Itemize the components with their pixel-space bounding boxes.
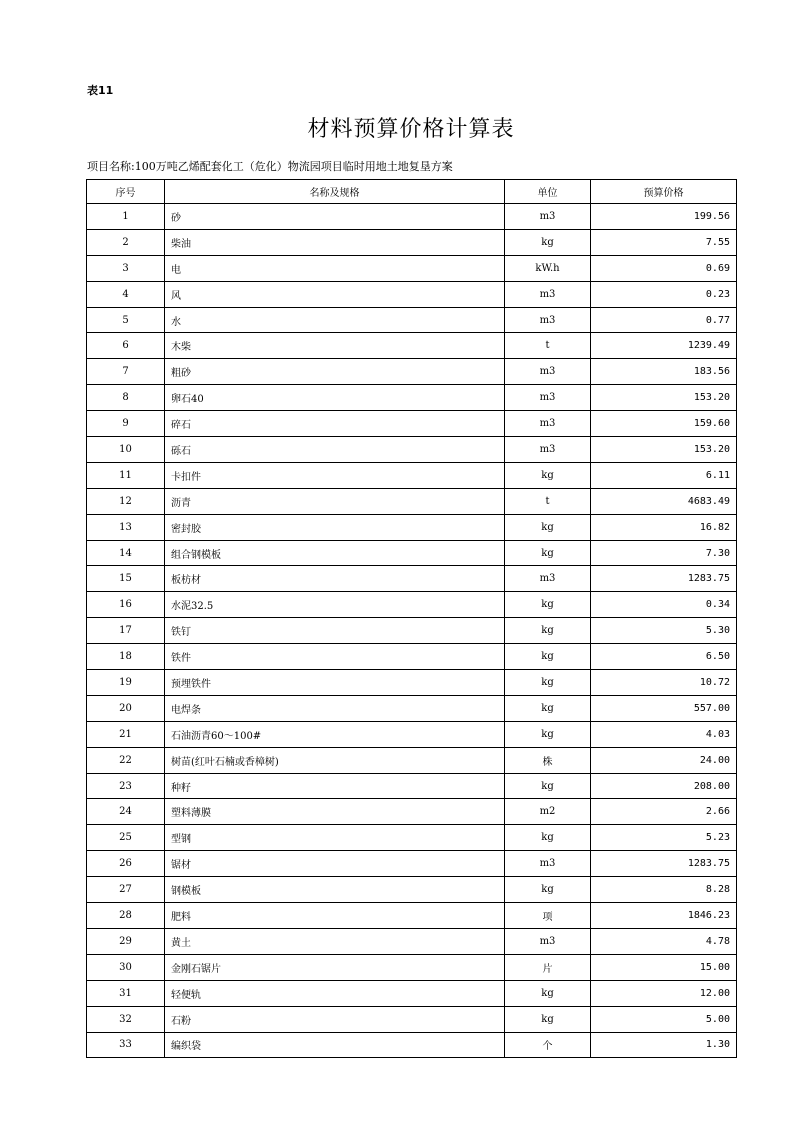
table-row <box>87 825 737 851</box>
budget-price: 0.77 <box>591 307 737 333</box>
budget-price: 2.66 <box>591 799 737 825</box>
material-name: 金刚石锯片 <box>165 954 505 980</box>
unit: kg <box>505 825 591 851</box>
row-number: 29 <box>87 928 165 954</box>
unit: 片 <box>505 954 591 980</box>
material-name: 柴油 <box>165 229 505 255</box>
material-name: 砾石 <box>165 437 505 463</box>
material-name: 卡扣件 <box>165 462 505 488</box>
table-row <box>87 644 737 670</box>
material-name: 黄土 <box>165 928 505 954</box>
material-name: 风 <box>165 281 505 307</box>
table-row <box>87 281 737 307</box>
unit: m3 <box>505 204 591 230</box>
unit: kW.h <box>505 255 591 281</box>
material-name: 树苗(红叶石楠或香樟树) <box>165 747 505 773</box>
material-price-table <box>86 179 737 1058</box>
row-number: 5 <box>87 307 165 333</box>
budget-price: 12.00 <box>591 980 737 1006</box>
row-number: 19 <box>87 670 165 696</box>
budget-price: 5.23 <box>591 825 737 851</box>
table-row <box>87 411 737 437</box>
row-number: 15 <box>87 566 165 592</box>
material-name: 碎石 <box>165 411 505 437</box>
table-row <box>87 1006 737 1032</box>
row-number: 33 <box>87 1032 165 1058</box>
budget-price: 16.82 <box>591 514 737 540</box>
material-name: 密封胶 <box>165 514 505 540</box>
unit: kg <box>505 721 591 747</box>
budget-price: 8.28 <box>591 877 737 903</box>
unit: m3 <box>505 566 591 592</box>
material-name: 锯材 <box>165 851 505 877</box>
header-no: 序号 <box>87 180 165 204</box>
table-row <box>87 437 737 463</box>
material-name: 砂 <box>165 204 505 230</box>
table-row <box>87 385 737 411</box>
unit: t <box>505 333 591 359</box>
budget-price: 6.11 <box>591 462 737 488</box>
material-name: 铁钉 <box>165 618 505 644</box>
row-number: 13 <box>87 514 165 540</box>
table-row <box>87 618 737 644</box>
unit: 株 <box>505 747 591 773</box>
budget-price: 1283.75 <box>591 566 737 592</box>
row-number: 32 <box>87 1006 165 1032</box>
table-row <box>87 307 737 333</box>
material-name: 种籽 <box>165 773 505 799</box>
material-name: 肥料 <box>165 903 505 929</box>
material-name: 水泥32.5 <box>165 592 505 618</box>
material-name: 石粉 <box>165 1006 505 1032</box>
table-row <box>87 359 737 385</box>
row-number: 9 <box>87 411 165 437</box>
budget-price: 5.30 <box>591 618 737 644</box>
material-name: 石油沥青60～100# <box>165 721 505 747</box>
table-row <box>87 928 737 954</box>
row-number: 3 <box>87 255 165 281</box>
row-number: 17 <box>87 618 165 644</box>
row-number: 11 <box>87 462 165 488</box>
budget-price: 153.20 <box>591 437 737 463</box>
budget-price: 1846.23 <box>591 903 737 929</box>
material-name: 钢模板 <box>165 877 505 903</box>
row-number: 1 <box>87 204 165 230</box>
table-row <box>87 877 737 903</box>
budget-price: 7.30 <box>591 540 737 566</box>
row-number: 26 <box>87 851 165 877</box>
material-name: 预埋铁件 <box>165 670 505 696</box>
budget-price: 15.00 <box>591 954 737 980</box>
budget-price: 4.78 <box>591 928 737 954</box>
unit: kg <box>505 644 591 670</box>
table-row <box>87 592 737 618</box>
row-number: 27 <box>87 877 165 903</box>
table-row <box>87 514 737 540</box>
budget-price: 1239.49 <box>591 333 737 359</box>
unit: m2 <box>505 799 591 825</box>
material-name: 板枋材 <box>165 566 505 592</box>
table-row <box>87 773 737 799</box>
table-row <box>87 851 737 877</box>
row-number: 31 <box>87 980 165 1006</box>
budget-price: 153.20 <box>591 385 737 411</box>
row-number: 24 <box>87 799 165 825</box>
budget-price: 24.00 <box>591 747 737 773</box>
table-header-row <box>87 180 737 204</box>
budget-price: 4683.49 <box>591 488 737 514</box>
row-number: 23 <box>87 773 165 799</box>
unit: m3 <box>505 928 591 954</box>
budget-price: 5.00 <box>591 1006 737 1032</box>
header-name: 名称及规格 <box>165 180 505 204</box>
material-name: 编织袋 <box>165 1032 505 1058</box>
page-title: 材料预算价格计算表 <box>307 117 515 142</box>
budget-price: 1283.75 <box>591 851 737 877</box>
material-name: 电 <box>165 255 505 281</box>
table-row <box>87 204 737 230</box>
project-name: 项目名称:100万吨乙烯配套化工（危化）物流园项目临时用地土地复垦方案 <box>87 160 453 173</box>
budget-price: 7.55 <box>591 229 737 255</box>
material-name: 卵石40 <box>165 385 505 411</box>
budget-price: 0.23 <box>591 281 737 307</box>
row-number: 8 <box>87 385 165 411</box>
material-name: 水 <box>165 307 505 333</box>
unit: kg <box>505 229 591 255</box>
table-row <box>87 333 737 359</box>
table-row <box>87 747 737 773</box>
row-number: 30 <box>87 954 165 980</box>
table-row <box>87 954 737 980</box>
unit: m3 <box>505 851 591 877</box>
budget-price: 10.72 <box>591 670 737 696</box>
row-number: 28 <box>87 903 165 929</box>
budget-price: 183.56 <box>591 359 737 385</box>
budget-price: 208.00 <box>591 773 737 799</box>
unit: kg <box>505 462 591 488</box>
table-row <box>87 566 737 592</box>
table-row <box>87 903 737 929</box>
table-row <box>87 488 737 514</box>
material-name: 电焊条 <box>165 695 505 721</box>
material-name: 组合钢模板 <box>165 540 505 566</box>
row-number: 18 <box>87 644 165 670</box>
table-row <box>87 695 737 721</box>
unit: kg <box>505 773 591 799</box>
material-name: 塑料薄膜 <box>165 799 505 825</box>
unit: kg <box>505 980 591 1006</box>
unit: kg <box>505 877 591 903</box>
row-number: 12 <box>87 488 165 514</box>
table-row <box>87 799 737 825</box>
table-row <box>87 540 737 566</box>
table-row <box>87 1032 737 1058</box>
row-number: 7 <box>87 359 165 385</box>
unit: 个 <box>505 1032 591 1058</box>
row-number: 2 <box>87 229 165 255</box>
material-name: 沥青 <box>165 488 505 514</box>
budget-price: 0.34 <box>591 592 737 618</box>
table-row <box>87 229 737 255</box>
table-body <box>87 204 737 1058</box>
table-number: 表11 <box>87 84 114 97</box>
unit: kg <box>505 670 591 696</box>
table-row <box>87 670 737 696</box>
unit: 项 <box>505 903 591 929</box>
budget-price: 557.00 <box>591 695 737 721</box>
unit: m3 <box>505 359 591 385</box>
budget-price: 0.69 <box>591 255 737 281</box>
unit: kg <box>505 695 591 721</box>
unit: m3 <box>505 385 591 411</box>
unit: kg <box>505 592 591 618</box>
unit: m3 <box>505 281 591 307</box>
budget-price: 159.60 <box>591 411 737 437</box>
row-number: 16 <box>87 592 165 618</box>
table-row <box>87 980 737 1006</box>
row-number: 4 <box>87 281 165 307</box>
table-row <box>87 721 737 747</box>
material-name: 轻便轨 <box>165 980 505 1006</box>
table-row <box>87 462 737 488</box>
budget-price: 1.30 <box>591 1032 737 1058</box>
unit: m3 <box>505 437 591 463</box>
unit: m3 <box>505 411 591 437</box>
budget-price: 199.56 <box>591 204 737 230</box>
material-name: 木柴 <box>165 333 505 359</box>
unit: m3 <box>505 307 591 333</box>
row-number: 6 <box>87 333 165 359</box>
unit: kg <box>505 540 591 566</box>
material-name: 型钢 <box>165 825 505 851</box>
budget-price: 4.03 <box>591 721 737 747</box>
row-number: 25 <box>87 825 165 851</box>
material-name: 铁件 <box>165 644 505 670</box>
table-row <box>87 255 737 281</box>
row-number: 21 <box>87 721 165 747</box>
material-name: 粗砂 <box>165 359 505 385</box>
unit: t <box>505 488 591 514</box>
row-number: 10 <box>87 437 165 463</box>
unit: kg <box>505 618 591 644</box>
unit: kg <box>505 1006 591 1032</box>
row-number: 14 <box>87 540 165 566</box>
row-number: 20 <box>87 695 165 721</box>
header-price: 预算价格 <box>591 180 737 204</box>
header-unit: 单位 <box>505 180 591 204</box>
budget-price: 6.50 <box>591 644 737 670</box>
unit: kg <box>505 514 591 540</box>
row-number: 22 <box>87 747 165 773</box>
